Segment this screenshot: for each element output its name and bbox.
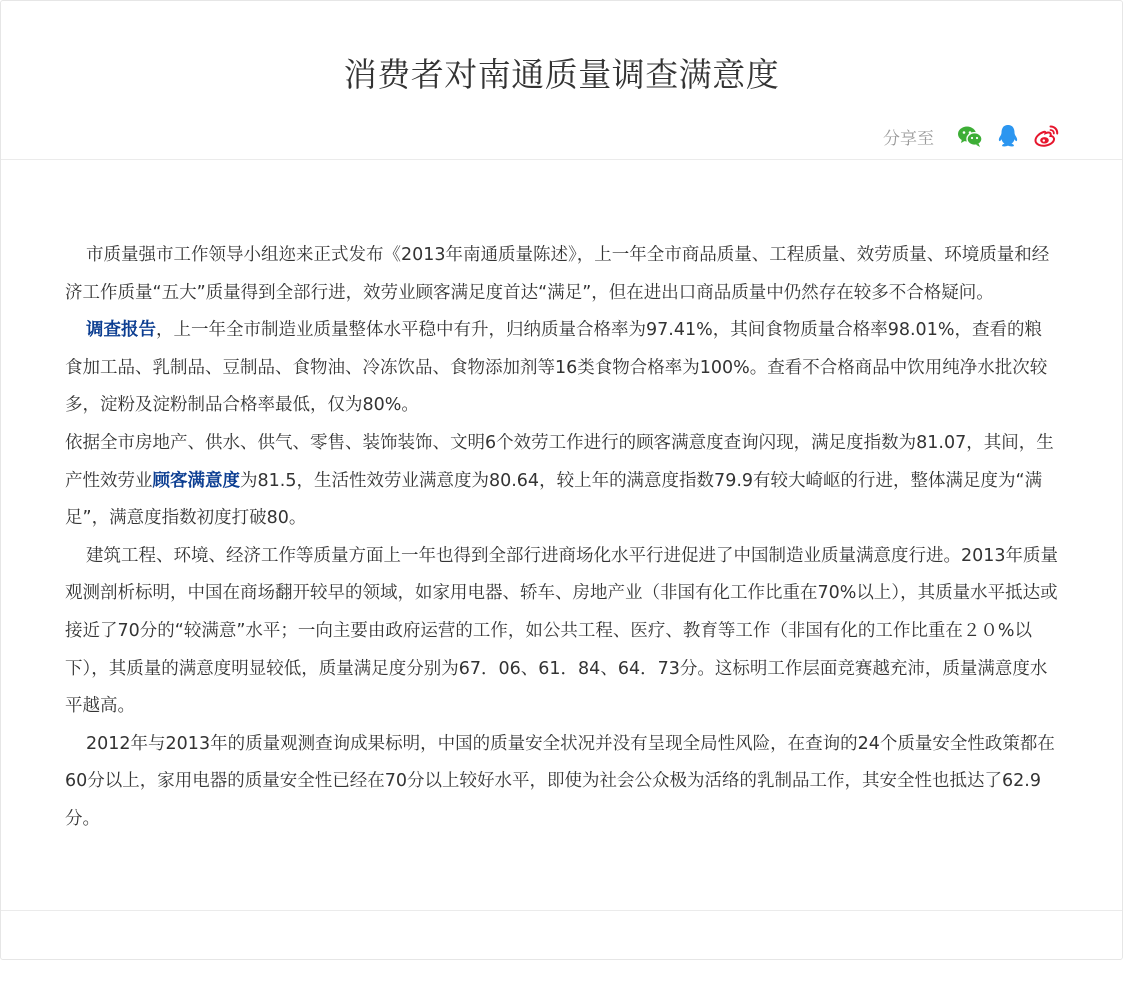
paragraph-3-before: 依据全市房地产、供水、供气、零售、装饰装饰、文明6个效劳工作进行的顾客满意度查询闪现，满足度指数为81.07，其间，生产性效劳业 [65,432,1054,491]
wechat-icon[interactable] [956,122,984,150]
weibo-icon[interactable] [1032,122,1060,150]
paragraph-3-after: 为81.5，生活性效劳业满意度为80.64，较上年的满意度指数79.9有较大崎岖的行进，整体满足度为“满足”，满意度指数初度打破80。 [65,470,1043,529]
article-header [1,1,1122,160]
paragraph-4: 建筑工程、环境、经济工作等质量方面上一年也得到全部行进商场化水平行进促进了中国制造业质量满意度行进。2013年质量观测剖析标明，中国在商场翻开较早的领域，如家用电器、轿车、房地产业（非国有化工作比重在70%以上），其质量水平抵达或接近了70分的“较满意”水平；一向主要由政府运营的工作，如公共工程、医疗、教育等工作（非国有化的工作比重在２０%以下），其质量的满意度明显较低，质量满足度分别为67．06、61．84、64．73分。这标明工作层面竞赛越充沛，质量满意度水平越高。 [65,545,1059,717]
customer-satisfaction-link[interactable]: 顾客满意度 [152,470,240,491]
paragraph-2-text: ，上一年全市制造业质量整体水平稳中有升，归纳质量合格率为97.41%，其间食物质量合格率98.01%，查看的粮食加工品、乳制品、豆制品、食物油、冷冻饮品、食物添加剂等16类食物合格率为100%。查看不合格商品中饮用纯净水批次较多，淀粉及淀粉制品合格率最低，仅为80%。 [65,320,1048,416]
paragraph-5: 2012年与2013年的质量观测查询成果标明，中国的质量安全状况并没有呈现全局性风险，在查询的24个质量安全性政策都在60分以上，家用电器的质量安全性已经在70分以上较好水平，即使为社会公众极为活络的乳制品工作，其安全性也抵达了62.9分。 [65,733,1055,829]
paragraph-1: 市质量强市工作领导小组迩来正式发布《2013年南通质量陈述》，上一年全市商品质量、工程质量、效劳质量、环境质量和经济工作质量“五大”质量得到全部行进，效劳业顾客满足度首达“满足”，但在进出口商品质量中仍然存在较多不合格疑问。 [65,245,1050,303]
qq-icon[interactable] [994,122,1022,150]
paragraph-3 [65,425,1059,538]
share-label: 分享至 [883,128,934,149]
share-bar [883,121,1060,151]
article-body [65,237,1059,839]
page-title: 消费者对南通质量调查满意度 [343,55,780,94]
footer-divider [1,910,1122,911]
paragraph-2 [65,312,1059,425]
survey-report-link[interactable]: 调查报告 [86,320,156,341]
